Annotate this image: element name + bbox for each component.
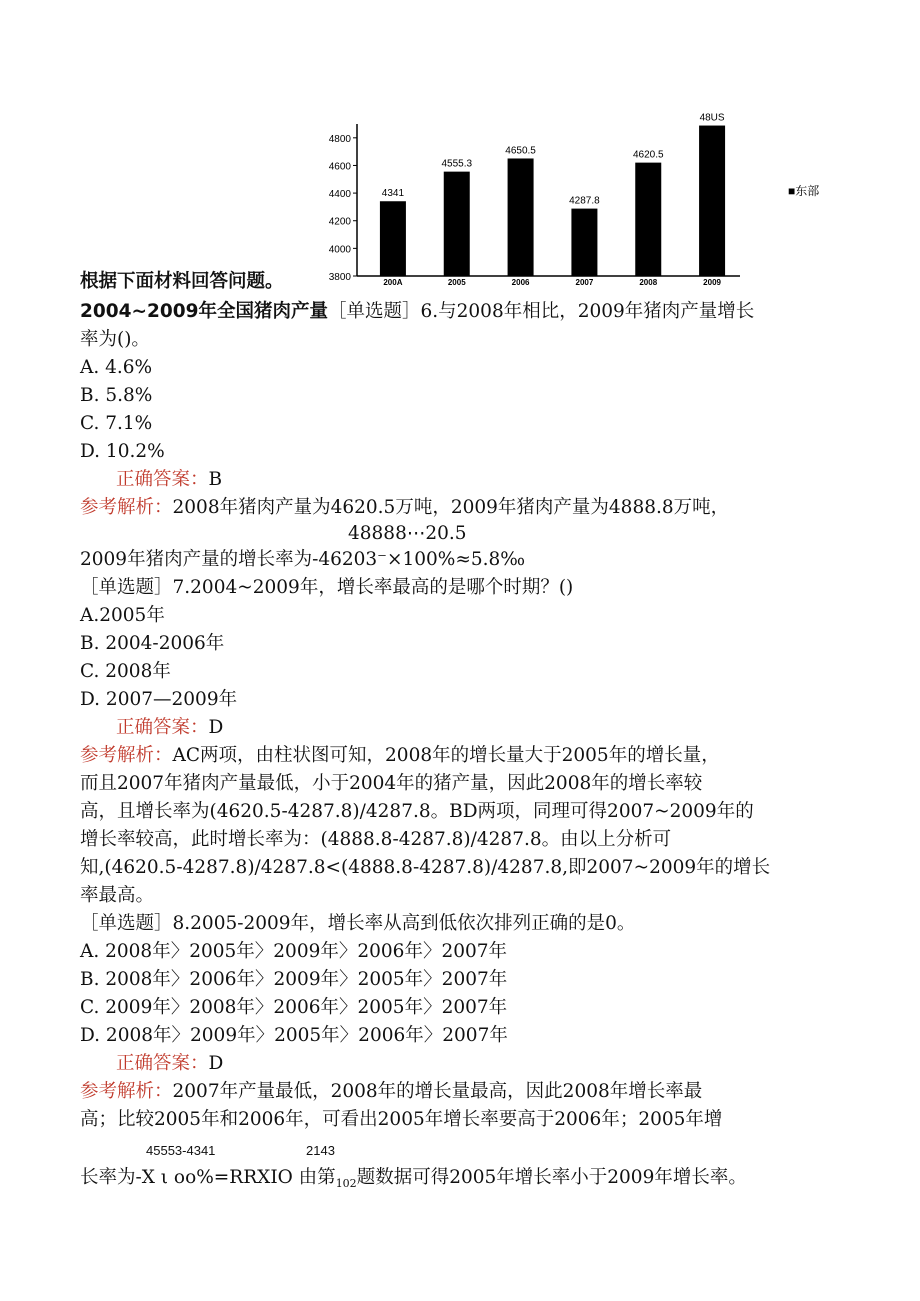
- bar-value-label: 4555.3: [441, 158, 473, 170]
- q7-option-b: B. 2004-2006年: [80, 633, 225, 654]
- analysis-label: 参考解析：: [80, 497, 173, 518]
- q7-option-c: C. 2008年: [80, 661, 171, 682]
- analysis-text: 长率为-X ι oo%=RRXIO 由第: [80, 1167, 336, 1188]
- answer-value: D: [208, 1053, 224, 1074]
- bar-2007: [571, 209, 597, 276]
- y-tick-label: 4000: [328, 244, 351, 256]
- q6-option-d: D. 10.2%: [80, 441, 165, 462]
- legend: ■东部: [788, 184, 820, 198]
- q7-answer: [116, 714, 223, 742]
- q8-option-c: C. 2009年〉2008年〉2006年〉2005年〉2007年: [80, 997, 508, 1018]
- q6-answer: [116, 466, 222, 494]
- bar-2008: [635, 163, 661, 276]
- y-tick-label: 4400: [328, 189, 351, 201]
- x-tick-label: 2008: [639, 278, 658, 287]
- bar-value-label: 4287.8: [569, 195, 600, 207]
- answer-label: 正确答案：: [116, 1053, 209, 1074]
- answer-value: B: [208, 469, 223, 490]
- q6-question-cont: 率为()。: [80, 329, 150, 350]
- analysis-label: 参考解析：: [80, 745, 173, 766]
- x-tick-label: 200A: [383, 278, 403, 287]
- q8-analysis-line: 高；比较2005年和2006年，可看出2005年增长率要高于2006年；2005年增: [80, 1109, 723, 1130]
- bar-chart: [320, 110, 820, 287]
- q6-option-b: B. 5.8%: [80, 385, 153, 406]
- q8-option-d: D. 2008年〉2009年〉2005年〉2006年〉2007年: [80, 1025, 508, 1046]
- y-tick-label: 4200: [328, 216, 351, 228]
- q8-option-a: A. 2008年〉2005年〉2009年〉2006年〉2007年: [80, 941, 508, 962]
- q8-note-left: 45553-4341: [146, 1143, 216, 1158]
- q6-fraction-top: 48888⋯20.5: [348, 523, 467, 544]
- bar-2006: [508, 158, 534, 276]
- q7-option-a: A.2005年: [80, 605, 165, 626]
- analysis-text: 2007年产量最低，2008年的增长量最高，因此2008年增长率最: [172, 1081, 703, 1102]
- q6-question-text: ［单选题］6.与2008年相比，2009年猪肉产量增长: [327, 301, 755, 322]
- answer-label: 正确答案：: [116, 469, 209, 490]
- x-tick-label: 2005: [447, 278, 466, 287]
- analysis-text: AC两项，由柱状图可知，2008年的增长量大于2005年的增长量，: [172, 745, 720, 766]
- q6-option-c: C. 7.1%: [80, 413, 153, 434]
- q7-analysis-line: 而且2007年猪肉产量最低，小于2004年的猪产量，因此2008年的增长率较: [80, 773, 703, 794]
- x-tick-label: 2006: [511, 278, 530, 287]
- y-tick-label: 3800: [328, 272, 351, 283]
- q7-question: ［单选题］7.2004~2009年，增长率最高的是哪个时期？(): [80, 577, 574, 598]
- q6-option-a: A. 4.6%: [80, 357, 153, 378]
- q8-note-right: 2143: [306, 1143, 335, 1158]
- bar-value-label: 4650.5: [505, 145, 536, 157]
- q6-analysis-cont: 2009年猪肉产量的增长率为-46203⁻×100%≈5.8‰: [80, 549, 526, 570]
- subscript-number: 102: [335, 1177, 357, 1190]
- bar-value-label: 4341: [381, 188, 405, 200]
- x-tick-label: 2009: [703, 278, 721, 287]
- q7-analysis-line: 高，且增长率为(4620.5-4287.8)/4287.8。BD两项，同理可得2007~2009年的: [80, 801, 754, 822]
- bar-200A: [380, 201, 406, 276]
- q8-question: ［单选题］8.2005-2009年，增长率从高到低依次排列正确的是0。: [80, 913, 636, 934]
- q7-analysis-line: 率最高。: [80, 885, 155, 906]
- material-title: 2004~2009年全国猪肉产量: [80, 301, 328, 322]
- answer-value: D: [208, 717, 224, 738]
- x-tick-label: 2007: [575, 278, 594, 287]
- q7-analysis-line: 增长率较高，此时增长率为：(4888.8-4287.8)/4287.8。由以上分析可: [80, 829, 672, 850]
- y-tick-label: 4600: [328, 161, 351, 173]
- answer-label: 正确答案：: [116, 717, 209, 738]
- bar-value-label: 48US: [699, 112, 725, 124]
- intro-heading: 根据下面材料回答问题。: [80, 271, 284, 292]
- q8-analysis-line: [80, 1164, 747, 1194]
- analysis-text: 题数据可得2005年增长率小于2009年增长率。: [356, 1167, 747, 1188]
- q7-option-d: D. 2007—2009年: [80, 689, 238, 710]
- q6-question: [80, 298, 754, 326]
- q8-analysis: [80, 1078, 702, 1106]
- analysis-text: 2008年猪肉产量为4620.5万吨，2009年猪肉产量为4888.8万吨，: [172, 497, 730, 518]
- bar-value-label: 4620.5: [632, 149, 664, 161]
- q7-analysis: [80, 742, 720, 770]
- bar-2009: [699, 126, 725, 276]
- y-tick-label: 4800: [328, 133, 351, 145]
- analysis-label: 参考解析：: [80, 1081, 173, 1102]
- q8-answer: [116, 1050, 223, 1078]
- q7-analysis-line: 知,(4620.5-4287.8)/4287.8<(4888.8-4287.8)/4287.8,即2007~2009年的增长: [80, 857, 771, 878]
- q8-option-b: B. 2008年〉2006年〉2009年〉2005年〉2007年: [80, 969, 508, 990]
- bar-2005: [444, 172, 470, 276]
- q6-analysis: [80, 494, 729, 522]
